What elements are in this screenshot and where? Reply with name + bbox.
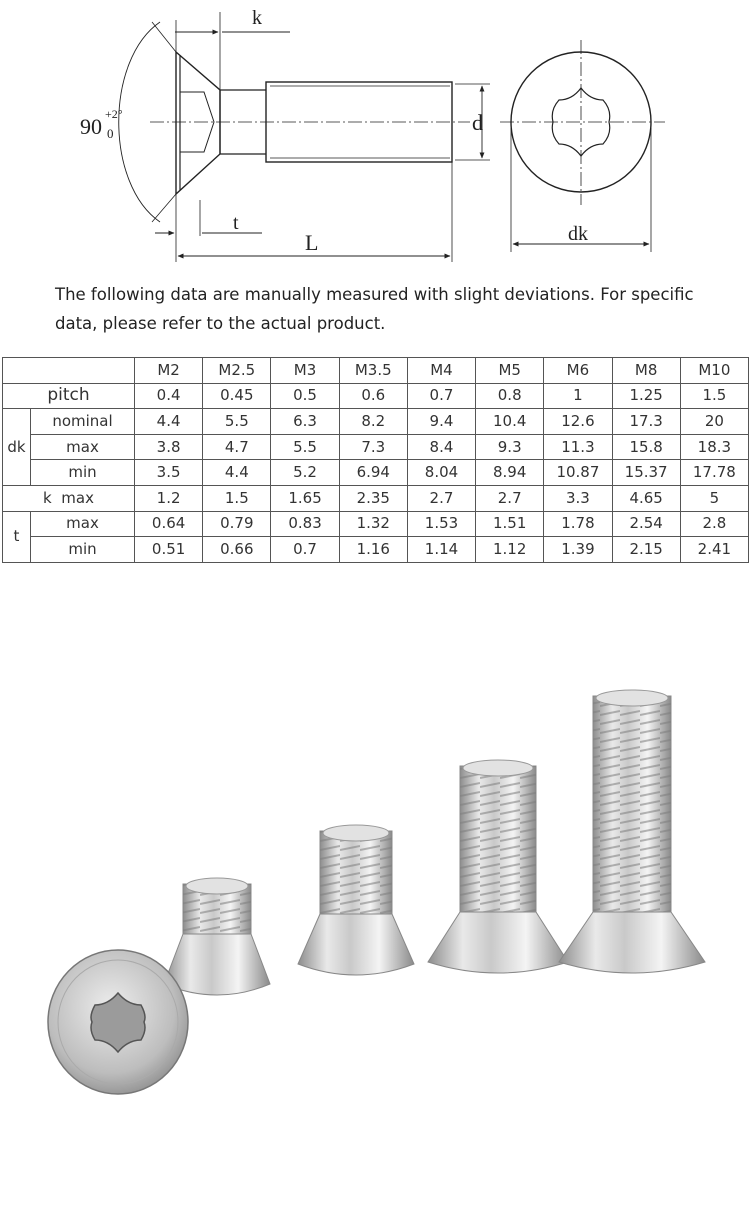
table-cell: 0.5 bbox=[271, 383, 339, 409]
table-cell: 0.45 bbox=[203, 383, 271, 409]
screw bbox=[428, 760, 568, 973]
row-label: min bbox=[31, 537, 135, 563]
screw-group bbox=[164, 690, 705, 995]
label-dk: dk bbox=[568, 223, 588, 245]
table-cell: 4.7 bbox=[203, 434, 271, 460]
screw bbox=[164, 878, 270, 995]
header-corner bbox=[3, 358, 135, 384]
table-cell: 2.7 bbox=[476, 485, 544, 511]
table-cell: 3.8 bbox=[135, 434, 203, 460]
table-row bbox=[3, 511, 749, 537]
measurement-note: The following data are manually measured with slight deviations. For specific data, please refer to the actual product. bbox=[55, 285, 694, 333]
table-cell: 9.4 bbox=[407, 409, 475, 435]
label-angle-plus: +2° bbox=[105, 107, 123, 121]
table-cell: 10.4 bbox=[476, 409, 544, 435]
table-cell: 2.8 bbox=[680, 511, 748, 537]
table-cell: 8.04 bbox=[407, 460, 475, 486]
table-cell: 2.41 bbox=[680, 537, 748, 563]
table-cell: 0.7 bbox=[407, 383, 475, 409]
table-cell: 8.94 bbox=[476, 460, 544, 486]
label-L: L bbox=[305, 230, 319, 255]
table-cell: 2.54 bbox=[612, 511, 680, 537]
table-cell: 2.35 bbox=[339, 485, 407, 511]
table-cell: 6.94 bbox=[339, 460, 407, 486]
table-cell: 20 bbox=[680, 409, 748, 435]
screw-head-face bbox=[48, 950, 188, 1094]
row-label: min bbox=[31, 460, 135, 486]
table-header-row bbox=[3, 358, 749, 384]
size-header: M10 bbox=[680, 358, 748, 384]
table-cell: 17.3 bbox=[612, 409, 680, 435]
size-header: M6 bbox=[544, 358, 612, 384]
side-view bbox=[119, 12, 490, 262]
table-cell: 5.5 bbox=[203, 409, 271, 435]
table-cell: 1.14 bbox=[407, 537, 475, 563]
product-photo bbox=[0, 600, 750, 1205]
table-cell: 8.4 bbox=[407, 434, 475, 460]
row-label: nominal bbox=[31, 409, 135, 435]
table-cell: 2.7 bbox=[407, 485, 475, 511]
label-t: t bbox=[233, 212, 239, 234]
table-cell: 1.16 bbox=[339, 537, 407, 563]
group-label-dk: dk bbox=[3, 409, 31, 486]
table-row bbox=[3, 409, 749, 435]
size-header: M4 bbox=[407, 358, 475, 384]
table-cell: 10.87 bbox=[544, 460, 612, 486]
table-cell: 0.4 bbox=[135, 383, 203, 409]
technical-drawing bbox=[0, 0, 750, 270]
table-cell: 11.3 bbox=[544, 434, 612, 460]
table-cell: 5.2 bbox=[271, 460, 339, 486]
table-cell: 1.51 bbox=[476, 511, 544, 537]
spec-table bbox=[2, 357, 749, 563]
table-cell: 0.51 bbox=[135, 537, 203, 563]
row-label: max bbox=[31, 434, 135, 460]
table-cell: 5.5 bbox=[271, 434, 339, 460]
table-cell: 0.6 bbox=[339, 383, 407, 409]
table-row bbox=[3, 485, 749, 511]
label-angle: 90 bbox=[80, 114, 102, 139]
group-label-t: t bbox=[3, 511, 31, 562]
table-cell: 1.65 bbox=[271, 485, 339, 511]
label-angle-zero: 0 bbox=[107, 126, 114, 141]
table-cell: 15.8 bbox=[612, 434, 680, 460]
table-cell: 1.39 bbox=[544, 537, 612, 563]
size-header: M2.5 bbox=[203, 358, 271, 384]
table-cell: 0.8 bbox=[476, 383, 544, 409]
table-cell: 3.5 bbox=[135, 460, 203, 486]
screw bbox=[559, 690, 705, 973]
screw bbox=[298, 825, 414, 975]
size-header: M5 bbox=[476, 358, 544, 384]
size-header: M3.5 bbox=[339, 358, 407, 384]
table-cell: 6.3 bbox=[271, 409, 339, 435]
table-cell: 7.3 bbox=[339, 434, 407, 460]
table-cell: 0.79 bbox=[203, 511, 271, 537]
table-cell: 0.83 bbox=[271, 511, 339, 537]
table-cell: 1.5 bbox=[680, 383, 748, 409]
table-cell: 1.53 bbox=[407, 511, 475, 537]
table-cell: 12.6 bbox=[544, 409, 612, 435]
table-row bbox=[3, 460, 749, 486]
table-cell: 4.4 bbox=[135, 409, 203, 435]
table-cell: 8.2 bbox=[339, 409, 407, 435]
table-cell: 1.32 bbox=[339, 511, 407, 537]
table-cell: 15.37 bbox=[612, 460, 680, 486]
table-cell: 0.64 bbox=[135, 511, 203, 537]
table-cell: 1.25 bbox=[612, 383, 680, 409]
spec-table-body bbox=[3, 358, 749, 563]
table-cell: 1.12 bbox=[476, 537, 544, 563]
size-header: M8 bbox=[612, 358, 680, 384]
size-header: M2 bbox=[135, 358, 203, 384]
table-cell: 4.4 bbox=[203, 460, 271, 486]
size-header: M3 bbox=[271, 358, 339, 384]
table-cell: 17.78 bbox=[680, 460, 748, 486]
table-cell: 18.3 bbox=[680, 434, 748, 460]
table-row bbox=[3, 383, 749, 409]
table-cell: 1.2 bbox=[135, 485, 203, 511]
table-cell: 1.78 bbox=[544, 511, 612, 537]
table-cell: 9.3 bbox=[476, 434, 544, 460]
row-label-k-max: k max bbox=[3, 485, 135, 511]
row-label: max bbox=[31, 511, 135, 537]
table-cell: 2.15 bbox=[612, 537, 680, 563]
table-cell: 0.66 bbox=[203, 537, 271, 563]
table-cell: 3.3 bbox=[544, 485, 612, 511]
table-row bbox=[3, 537, 749, 563]
label-d: d bbox=[472, 110, 483, 135]
table-cell: 1.5 bbox=[203, 485, 271, 511]
table-row bbox=[3, 434, 749, 460]
table-cell: 5 bbox=[680, 485, 748, 511]
label-k: k bbox=[252, 7, 262, 29]
table-cell: 4.65 bbox=[612, 485, 680, 511]
row-label-pitch: pitch bbox=[3, 383, 135, 409]
table-cell: 1 bbox=[544, 383, 612, 409]
top-view bbox=[500, 40, 665, 252]
table-cell: 0.7 bbox=[271, 537, 339, 563]
